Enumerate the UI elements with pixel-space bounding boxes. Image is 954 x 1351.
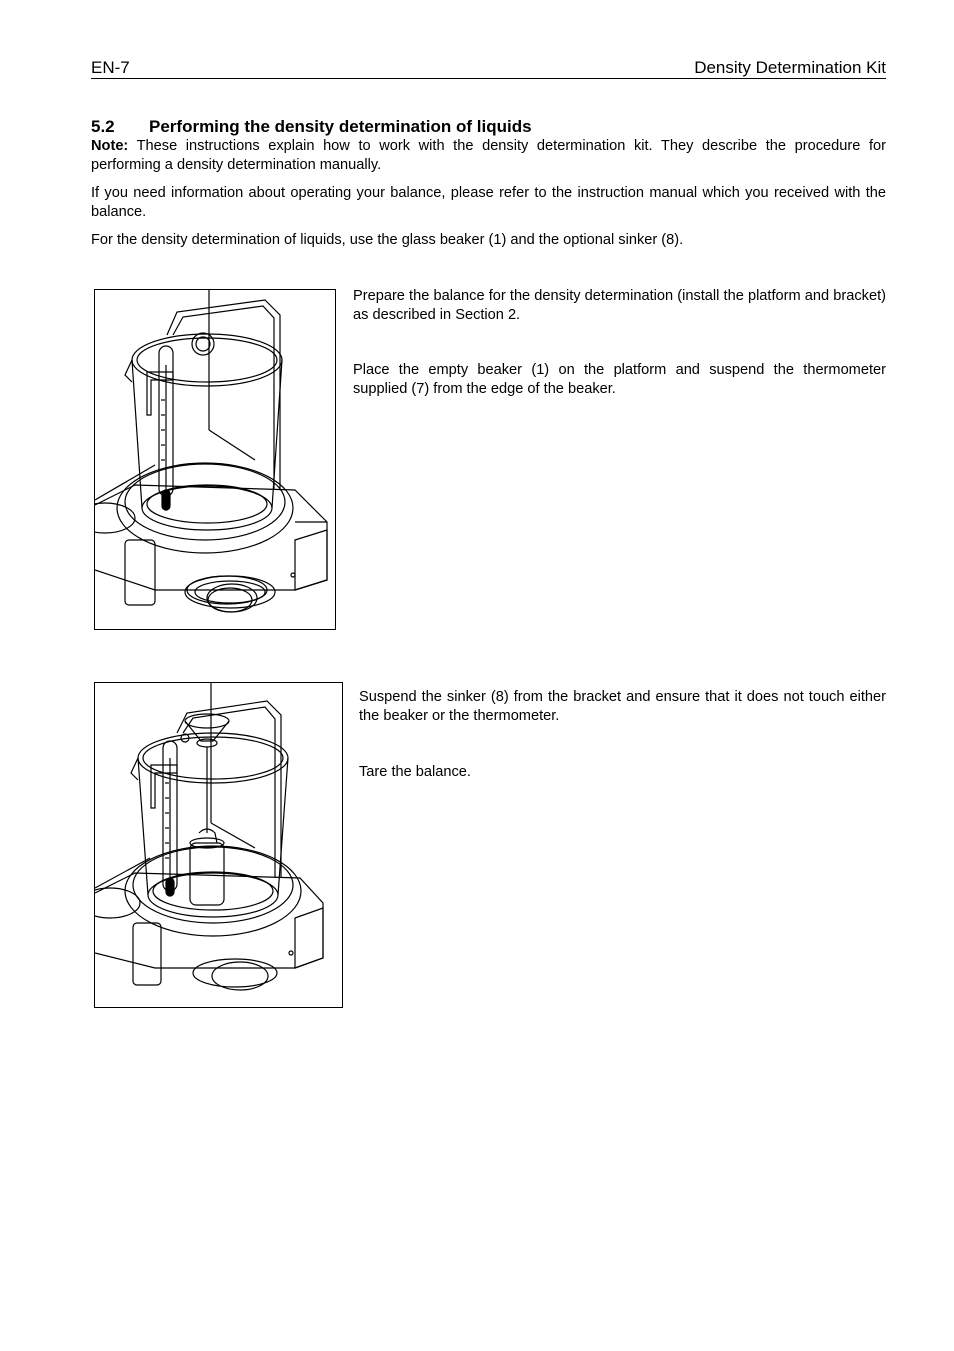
page-number: EN-7 — [91, 58, 130, 77]
manual-paragraph: If you need information about operating your balance, please refer to the instruction manual which you received with the balance. — [91, 185, 886, 220]
section-number: 5.2 — [91, 117, 115, 136]
balance-beaker-thermometer-illustration — [94, 289, 336, 630]
note-paragraph — [91, 137, 886, 174]
figure-1-drawing — [95, 290, 335, 629]
note-text: These instructions explain how to work with the density determination kit. They describe the procedure for performing a density determination manually. — [91, 138, 886, 173]
step-1-prepare: Prepare the balance for the density determination (install the platform and bracket) as described in Section 2. — [353, 288, 886, 323]
step-1-place-beaker: Place the empty beaker (1) on the platform and suspend the thermometer supplied (7) from the edge of the beaker. — [353, 362, 886, 397]
section-title: Performing the density determination of liquids — [149, 117, 532, 136]
section-heading — [91, 117, 532, 137]
step-2-tare: Tare the balance. — [359, 764, 471, 780]
note-label: Note: — [91, 138, 129, 154]
step-2-suspend-sinker: Suspend the sinker (8) from the bracket and ensure that it does not touch either the beaker or the thermometer. — [359, 689, 886, 724]
liquids-paragraph: For the density determination of liquids, use the glass beaker (1) and the optional sinker (8). — [91, 232, 684, 248]
page-header — [91, 58, 886, 79]
balance-sinker-suspended-illustration — [94, 682, 343, 1008]
figure-2-drawing — [95, 683, 342, 1007]
document-title: Density Determination Kit — [694, 58, 886, 77]
